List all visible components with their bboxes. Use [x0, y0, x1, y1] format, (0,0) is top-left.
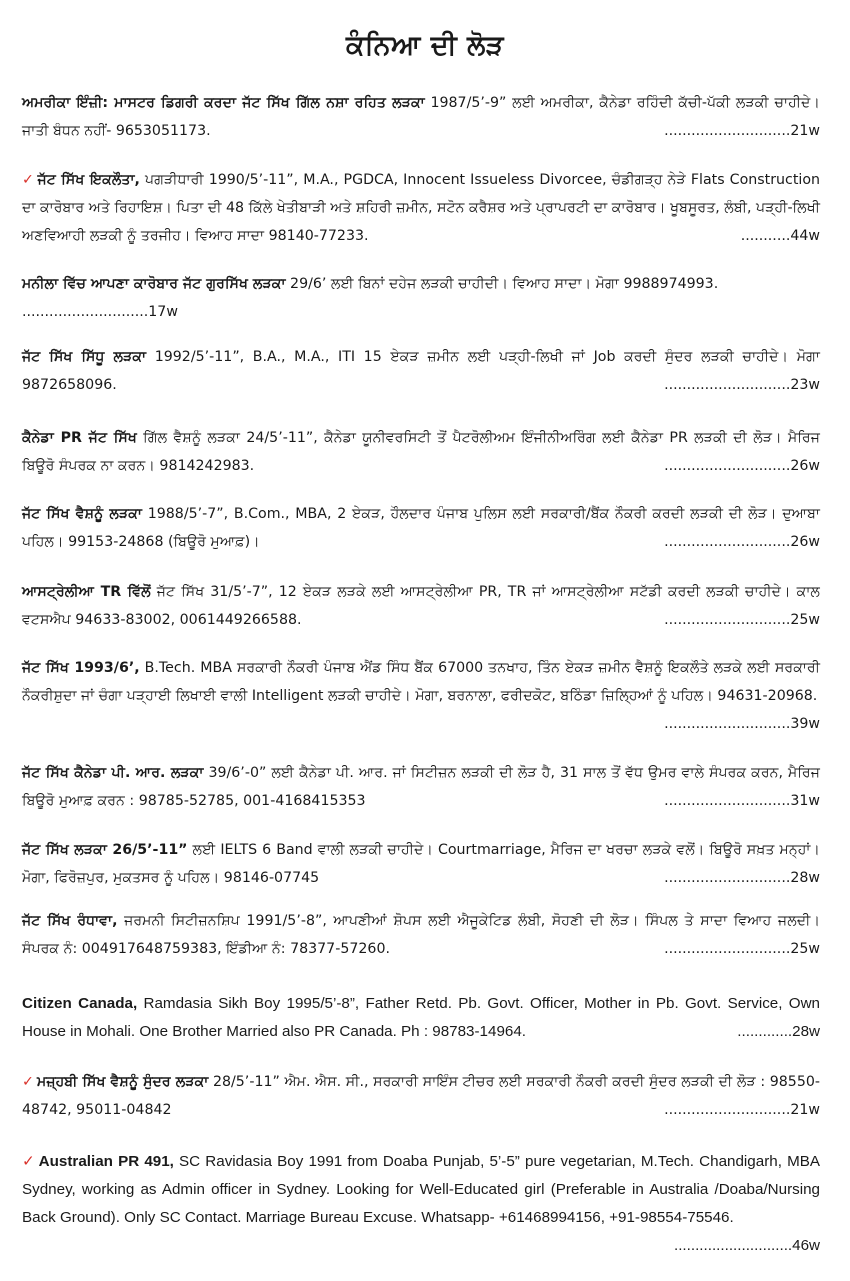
check-mark-icon: ✓ — [22, 1153, 36, 1170]
ad-reference: ............................39w — [664, 716, 820, 732]
ad-reference: ............................21w — [664, 123, 820, 139]
ad-body: ਗਿੱਲ ਵੈਸ਼ਨੂੰ ਲੜਕਾ 24/5’-11”, ਕੈਨੇਡਾ ਯੂਨੀਵਰਸਿਟੀ ਤੋਂ ਪੈਟਰੋਲੀਅਮ ਇੰਜੀਨੀਅਰਿੰਗ ਲਈ ਕੈਨੇਡਾ PR ਲੜਕੀ ਦੀ ਲੋੜ। ਮੈਰਿਜ ਬਿਊਰੋ ਸੰਪਰਕ ਨਾ ਕਰਨ। 9814242983. — [22, 430, 820, 474]
ad-reference: ............................46w — [673, 1237, 820, 1254]
ad-lead: ਜੱਟ ਸਿੱਖ ਲੜਕਾ 26/5’-11” — [22, 842, 188, 858]
ad-body: ਜੱਟ ਸਿੱਖ 31/5’-7”, 12 ਏਕੜ ਲੜਕੇ ਲਈ ਆਸਟ੍ਰੇਲੀਆ PR, TR ਜਾਂ ਆਸਟ੍ਰੇਲੀਆ ਸਟੱਡੀ ਕਰਦੀ ਲੜਕੀ ਚਾਹੀਦੇ। ਕਾਲ ਵਟਸਐਪ 94633-83002, 0061449266588. — [22, 584, 820, 628]
classified-ad — [22, 343, 820, 399]
ad-lead: ਜੱਟ ਸਿੱਖ 1993/6’, — [22, 660, 140, 676]
classified-ad — [22, 166, 820, 250]
ad-body: SC Ravidasia Boy 1991 from Doaba Punjab, 5’-5” pure vegetarian, M.Tech. Chandigarh, MBA Sydney, working as Admin officer in Sydney. Looking for Well-Educated girl (Preferable in Australia /Doaba/Nursing Back Ground). Only SC Contact. Marriage Bureau Excuse. Whatsapp- +61468994156, +91-98554-75546. — [22, 1153, 820, 1226]
classified-ad — [22, 759, 820, 815]
check-mark-icon: ✓ — [22, 172, 35, 188]
classified-ad — [22, 1148, 820, 1260]
ad-lead: Citizen Canada, — [22, 995, 138, 1012]
ad-body: 29/6’ ਲਈ ਬਿਨਾਂ ਦਹੇਜ ਲੜਕੀ ਚਾਹੀਦੀ। ਵਿਆਹ ਸਾਦਾ। ਮੋਗਾ 9988974993. — [285, 276, 719, 292]
page-title: ਕੰਨਿਆ ਦੀ ਲੋੜ — [345, 30, 505, 61]
ad-lead: ਕੈਨੇਡਾ PR ਜੱਟ ਸਿੱਖ — [22, 430, 137, 446]
classified-ad — [22, 836, 820, 892]
ad-body: 1987/5’-9” ਲਈ ਅਮਰੀਕਾ, ਕੈਨੇਡਾ ਰਹਿੰਦੀ ਕੱਚੀ-ਪੱਕੀ ਲੜਕੀ ਚਾਹੀਦੇ। ਜਾਤੀ ਬੰਧਨ ਨਹੀਂ- 9653051173. — [22, 95, 820, 139]
ad-lead: ਜੱਟ ਸਿੱਖ ਕੈਨੇਡਾ ਪੀ. ਆਰ. ਲੜਕਾ — [22, 765, 204, 781]
ad-reference: ............................28w — [664, 870, 820, 886]
classified-ad — [22, 424, 820, 480]
ad-body: 39/6’-0” ਲਈ ਕੈਨੇਡਾ ਪੀ. ਆਰ. ਜਾਂ ਸਿਟੀਜ਼ਨ ਲੜਕੀ ਦੀ ਲੋੜ ਹੈ, 31 ਸਾਲ ਤੋਂ ਵੱਧ ਉਮਰ ਵਾਲੇ ਸੰਪਰਕ ਕਰਨ, ਮੈਰਿਜ ਬਿਊਰੋ ਮੁਆਫ਼ ਕਰਨ : 98785-52785, 001-4168415353 — [22, 765, 820, 809]
ad-body: 1988/5’-7”, B.Com., MBA, 2 ਏਕੜ, ਹੌਲਦਾਰ ਪੰਜਾਬ ਪੁਲਿਸ ਲਈ ਸਰਕਾਰੀ/ਬੈਂਕ ਨੌਕਰੀ ਕਰਦੀ ਲੜਕੀ ਦੀ ਲੋੜ। ਦੁਆਬਾ ਪਹਿਲ। 99153-24868 (ਬਿਊਰੋ ਮੁਆਫ਼)। — [22, 506, 820, 550]
ad-reference: .............28w — [737, 1023, 820, 1040]
check-mark-icon: ✓ — [22, 1074, 34, 1090]
ad-reference: ............................25w — [664, 941, 820, 957]
ad-reference: ...........44w — [740, 228, 820, 244]
ad-lead: ਜੱਟ ਸਿੱਖ ਇਕਲੌਤਾ, — [37, 172, 140, 188]
ad-reference: ............................26w — [664, 458, 820, 474]
ad-body: ਪਗੜੀਧਾਰੀ 1990/5’-11”, M.A., PGDCA, Innocent Issueless Divorcee, ਚੰਡੀਗੜ੍ਹ ਨੇੜੇ Flats Construction ਦਾ ਕਾਰੋਬਾਰ ਅਤੇ ਰਿਹਾਇਸ਼। ਪਿਤਾ ਦੀ 48 ਕਿੱਲੇ ਖੇਤੀਬਾੜੀ ਅਤੇ ਸ਼ਹਿਰੀ ਜ਼ਮੀਨ, ਸਟੋਨ ਕਰੈਸ਼ਰ ਅਤੇ ਪ੍ਰਾਪਰਟੀ ਦਾ ਕਾਰੋਬਾਰ। ਖੂਬਸੂਰਤ, ਲੰਬੀ, ਪੜ੍ਹੀ-ਲਿਖੀ ਅਣਵਿਆਹੀ ਲੜਕੀ ਨੂੰ ਤਰਜੀਹ। ਵਿਆਹ ਸਾਦਾ 98140-77233. — [22, 172, 821, 244]
classified-ad — [22, 89, 820, 145]
ad-reference: ............................31w — [664, 793, 820, 809]
ad-body: 1992/5’-11”, B.A., M.A., ITI 15 ਏਕੜ ਜ਼ਮੀਨ ਲਈ ਪੜ੍ਹੀ-ਲਿਖੀ ਜਾਂ Job ਕਰਦੀ ਸੁੰਦਰ ਲੜਕੀ ਚਾਹੀਦੇ। ਮੋਗਾ 9872658096. — [22, 349, 820, 393]
classified-ad — [22, 270, 820, 326]
classified-ad — [22, 578, 820, 634]
ad-body: 28/5’-11” ਐਮ. ਐਸ. ਸੀ., ਸਰਕਾਰੀ ਸਾਇੰਸ ਟੀਚਰ ਲਈ ਸਰਕਾਰੀ ਨੌਕਰੀ ਕਰਦੀ ਸੁੰਦਰ ਲੜਕੀ ਦੀ ਲੋੜ : 98550-48742, 95011-04842 — [22, 1074, 820, 1118]
ad-reference: ............................25w — [664, 612, 820, 628]
ad-reference: ............................17w — [22, 304, 178, 320]
classified-ad — [22, 654, 820, 738]
ad-lead: ਅਮਰੀਕਾ ਇੰਜ਼ੀ: ਮਾਸਟਰ ਡਿਗਰੀ ਕਰਦਾ ਜੱਟ ਸਿੱਖ ਗਿੱਲ ਨਸ਼ਾ ਰਹਿਤ ਲੜਕਾ — [22, 95, 425, 111]
ad-body: ਜਰਮਨੀ ਸਿਟੀਜ਼ਨਸ਼ਿਪ 1991/5’-8”, ਆਪਣੀਆਂ ਸ਼ੋਪਸ ਲਈ ਐਜੂਕੇਟਿਡ ਲੰਬੀ, ਸੋਹਣੀ ਦੀ ਲੋੜ। ਸਿੰਪਲ ਤੇ ਸਾਦਾ ਵਿਆਹ ਜਲਦੀ। ਸੰਪਰਕ ਨੰ: 004917648759383, ਇੰਡੀਆ ਨੰ: 78377-57260. — [22, 913, 821, 957]
ad-lead: Australian PR 491, — [38, 1153, 174, 1170]
classified-ad — [22, 1068, 820, 1124]
ad-lead: ਆਸਟ੍ਰੇਲੀਆ TR ਵਿੱਲੋਂ — [22, 584, 151, 600]
ad-lead: ਜੱਟ ਸਿੱਖ ਵੈਸ਼ਨੂੰ ਲੜਕਾ — [22, 506, 142, 522]
ad-body: Ramdasia Sikh Boy 1995/5’-8”, Father Retd. Pb. Govt. Officer, Mother in Pb. Govt. Service, Own House in Mohali. One Brother Married also PR Canada. Ph : 98783-14964. — [22, 995, 820, 1040]
ad-reference: ............................26w — [664, 534, 820, 550]
ad-lead: ਜੱਟ ਸਿੱਖ ਸਿੱਧੂ ਲੜਕਾ — [22, 349, 147, 365]
ad-reference: ............................23w — [664, 377, 820, 393]
classified-ad — [22, 907, 820, 963]
ad-body: ਲਈ IELTS 6 Band ਵਾਲੀ ਲੜਕੀ ਚਾਹੀਦੇ। Courtmarriage, ਮੈਰਿਜ ਦਾ ਖਰਚਾ ਲੜਕੇ ਵਲੋਂ। ਬਿਊਰੋ ਸਖ਼ਤ ਮਨ੍ਹਾਂ। ਮੋਗਾ, ਫਿਰੋਜ਼ਪੁਰ, ਮੁਕਤਸਰ ਨੂੰ ਪਹਿਲ। 98146-07745 — [22, 842, 820, 886]
ad-reference: ............................21w — [664, 1102, 820, 1118]
classified-ad — [22, 500, 820, 556]
classified-ad — [22, 990, 820, 1046]
ad-lead: ਮਨੀਲਾ ਵਿੱਚ ਆਪਣਾ ਕਾਰੋਬਾਰ ਜੱਟ ਗੁਰਸਿੱਖ ਲੜਕਾ — [22, 276, 286, 292]
ad-lead: ਜੱਟ ਸਿੱਖ ਰੰਧਾਵਾ, — [22, 913, 118, 929]
ad-lead: ਮਜ਼੍ਹਬੀ ਸਿੱਖ ਵੈਸ਼ਨੂੰ ਸੁੰਦਰ ਲੜਕਾ — [36, 1074, 209, 1090]
ad-body: B.Tech. MBA ਸਰਕਾਰੀ ਨੌਕਰੀ ਪੰਜਾਬ ਐਂਡ ਸਿੰਧ ਬੈਂਕ 67000 ਤਨਖਾਹ, ਤਿੰਨ ਏਕੜ ਜ਼ਮੀਨ ਵੈਸ਼ਨੂੰ ਇਕਲੌਤੇ ਲੜਕੇ ਲਈ ਸਰਕਾਰੀ ਨੌਕਰੀਸ਼ੁਦਾ ਜਾਂ ਚੰਗਾ ਪੜ੍ਹਾਈ ਲਿਖਾਈ ਵਾਲੀ Intelligent ਲੜਕੀ ਚਾਹੀਦੇ। ਮੋਗਾ, ਬਰਨਾਲਾ, ਫਰੀਦਕੋਟ, ਬਠਿੰਡਾ ਜ਼ਿਲ੍ਹਿਆਂ ਨੂੰ ਪਹਿਲ। 94631-20968. — [22, 660, 820, 704]
